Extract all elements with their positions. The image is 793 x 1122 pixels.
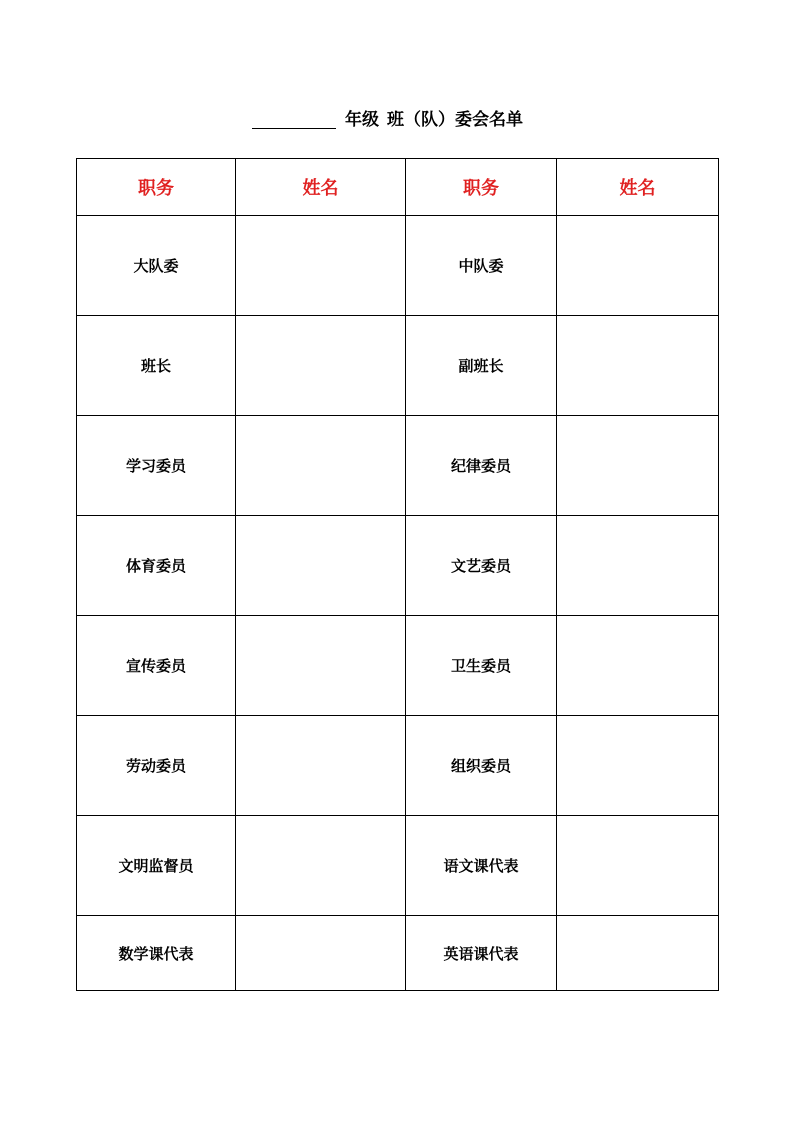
role-cell: 宣传委员 (77, 616, 236, 716)
role-cell: 组织委员 (406, 716, 557, 816)
name-cell[interactable] (236, 416, 406, 516)
role-cell: 班长 (77, 316, 236, 416)
committee-roster-table (76, 158, 719, 991)
header-role-right: 职务 (406, 159, 557, 216)
title-grade-label: 年级 (345, 110, 379, 130)
grade-blank-line[interactable] (252, 128, 336, 129)
role-cell: 数学课代表 (77, 916, 236, 991)
name-cell[interactable] (236, 316, 406, 416)
document-title (0, 107, 793, 133)
role-cell: 大队委 (77, 216, 236, 316)
name-cell[interactable] (557, 216, 719, 316)
name-cell[interactable] (557, 816, 719, 916)
title-class-label: 班（队）委会名单 (387, 110, 523, 130)
table-row (77, 416, 719, 516)
role-cell: 英语课代表 (406, 916, 557, 991)
name-cell[interactable] (236, 616, 406, 716)
title-text (345, 107, 523, 133)
name-cell[interactable] (236, 216, 406, 316)
role-cell: 中队委 (406, 216, 557, 316)
name-cell[interactable] (236, 716, 406, 816)
header-role-left: 职务 (77, 159, 236, 216)
name-cell[interactable] (236, 816, 406, 916)
name-cell[interactable] (236, 516, 406, 616)
table-row (77, 216, 719, 316)
header-name-right: 姓名 (557, 159, 719, 216)
role-cell: 语文课代表 (406, 816, 557, 916)
name-cell[interactable] (557, 616, 719, 716)
role-cell: 文明监督员 (77, 816, 236, 916)
table-row (77, 316, 719, 416)
table-row (77, 916, 719, 991)
name-cell[interactable] (557, 516, 719, 616)
role-cell: 纪律委员 (406, 416, 557, 516)
table-row (77, 716, 719, 816)
role-cell: 劳动委员 (77, 716, 236, 816)
role-cell: 学习委员 (77, 416, 236, 516)
table-row (77, 616, 719, 716)
name-cell[interactable] (557, 316, 719, 416)
table-row (77, 816, 719, 916)
role-cell: 卫生委员 (406, 616, 557, 716)
role-cell: 文艺委员 (406, 516, 557, 616)
table-header-row (77, 159, 719, 216)
name-cell[interactable] (557, 416, 719, 516)
name-cell[interactable] (557, 716, 719, 816)
role-cell: 体育委员 (77, 516, 236, 616)
name-cell[interactable] (236, 916, 406, 991)
name-cell[interactable] (557, 916, 719, 991)
header-name-left: 姓名 (236, 159, 406, 216)
table-row (77, 516, 719, 616)
role-cell: 副班长 (406, 316, 557, 416)
